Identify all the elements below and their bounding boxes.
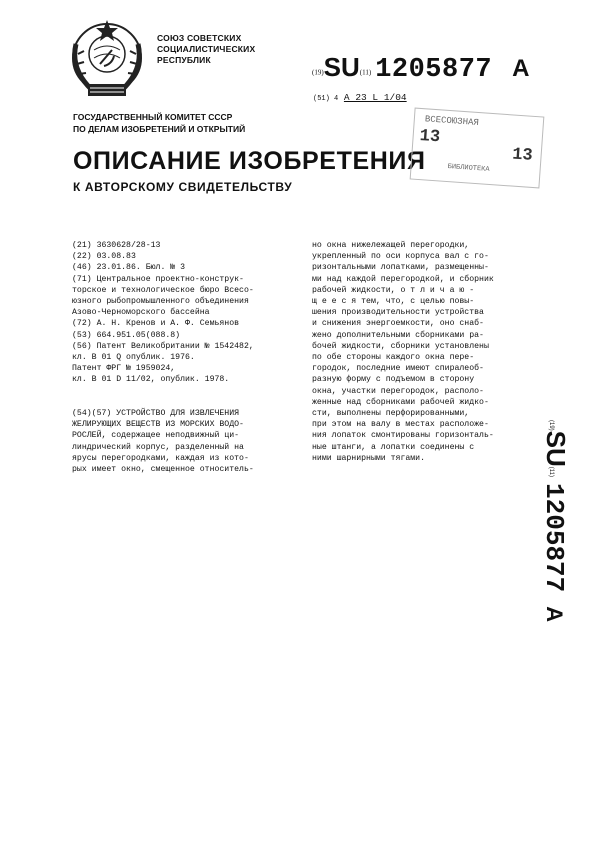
claim-line: и снижения энергоемкости, оно снаб- bbox=[312, 319, 484, 329]
claim-line: ризонтальными лопатками, размещенны- bbox=[312, 263, 489, 273]
claim-line: ные штанги, а лопатки соединены с bbox=[312, 442, 475, 452]
country-name bbox=[157, 33, 255, 66]
claim-line: шения производительности устройства bbox=[312, 308, 484, 318]
claim-line: укрепленный по оси корпуса вал с го- bbox=[312, 252, 489, 262]
org-line: СОЮЗ СОВЕТСКИХ bbox=[157, 33, 242, 43]
claim-line: разную форму с подъемом в сторону bbox=[312, 375, 475, 385]
biblio-line: торское и технологическое бюро Всесо- bbox=[72, 285, 254, 295]
ussr-emblem bbox=[64, 14, 150, 104]
claim-line: но окна нижележащей перегородки, bbox=[312, 241, 470, 250]
side-inid-11: (11) bbox=[548, 466, 555, 478]
claim-line: РОСЛЕЙ, содержащее неподвижный ци- bbox=[72, 431, 240, 441]
publication-number bbox=[312, 52, 529, 85]
issuing-committee bbox=[73, 111, 245, 135]
claim-line: ЖЕЛИРУЮЩИХ ВЕЩЕСТВ ИЗ МОРСКИХ ВОДО- bbox=[72, 420, 244, 430]
inid-19: (19) bbox=[312, 68, 324, 77]
inid-11: (11) bbox=[359, 68, 372, 77]
library-stamp bbox=[410, 108, 545, 189]
claim-line: городок, последние имеют спиралеоб- bbox=[312, 364, 484, 374]
claim-line: ярусы перегородками, каждая из кото- bbox=[72, 453, 249, 463]
kind-code: A bbox=[512, 55, 530, 82]
claim-line: рых имеет окно, смещенное относитель- bbox=[72, 465, 254, 475]
committee-line: ГОСУДАРСТВЕННЫЙ КОМИТЕТ СССР bbox=[73, 112, 233, 122]
biblio-line: (71) Центральное проектно-конструк- bbox=[72, 274, 244, 284]
side-country-code: SU bbox=[541, 430, 571, 467]
ipc-classification bbox=[313, 92, 407, 103]
claim-line: жено дополнительными сборниками ра- bbox=[312, 330, 484, 340]
claim-line: бочей жидкости, сборники установлены bbox=[312, 341, 489, 351]
claim-line: ния лопаток смонтированы горизонталь- bbox=[312, 431, 494, 441]
stamp-number-right: 13 bbox=[511, 145, 534, 166]
biblio-line: Патент ФРГ № 1959024, bbox=[72, 364, 176, 374]
patent-number: 1205877 bbox=[375, 55, 493, 85]
biblio-line: (46) 23.01.86. Бюл. № 3 bbox=[72, 263, 186, 273]
document-title: ОПИСАНИЕ ИЗОБРЕТЕНИЯ bbox=[73, 147, 426, 175]
biblio-line: (53) 664.951.05(088.8) bbox=[72, 330, 181, 340]
ussr-state-emblem-icon bbox=[64, 14, 150, 104]
org-line: СОЦИАЛИСТИЧЕСКИХ bbox=[157, 44, 256, 54]
inid-51: (51) 4 bbox=[313, 95, 339, 103]
claim-line: (54)(57) УСТРОЙСТВО ДЛЯ ИЗВЛЕЧЕНИЯ bbox=[72, 409, 240, 418]
side-patent-code bbox=[531, 420, 571, 660]
stamp-text: ВСЕСОЮЗНАЯ bbox=[424, 114, 480, 129]
claim-line: ними шарнирными тягами. bbox=[312, 453, 426, 463]
claim-line: ми над каждой перегородкой, и сборник bbox=[312, 274, 494, 284]
claim-text-right bbox=[312, 240, 532, 464]
claim-line: окна, участки перегородок, располо- bbox=[312, 386, 484, 396]
claim-line: женные над сборниками рабочей жидко- bbox=[312, 397, 489, 407]
claim-line: линдрический корпус, разделенный на bbox=[72, 442, 244, 452]
stamp-number-left: 13 bbox=[419, 126, 441, 148]
claim-line: при этом на валу в местах расположе- bbox=[312, 420, 489, 430]
biblio-line: кл. В 01 D 11/02, опублик. 1978. bbox=[72, 375, 230, 385]
side-inid-19: (19) bbox=[548, 420, 555, 431]
claim-line: щ е е с я тем, что, с целью повы- bbox=[312, 297, 475, 307]
country-code: SU bbox=[323, 52, 360, 82]
document-subtitle: К АВТОРСКОМУ СВИДЕТЕЛЬСТВУ bbox=[73, 180, 293, 194]
biblio-line: (22) 03.08.83 bbox=[72, 252, 136, 262]
bibliographic-data bbox=[72, 240, 300, 386]
biblio-line: юзного рыбопромышленного объединения bbox=[72, 297, 249, 307]
committee-line: ПО ДЕЛАМ ИЗОБРЕТЕНИЙ И ОТКРЫТИЙ bbox=[73, 124, 246, 134]
side-patent-number: 1205877 bbox=[539, 483, 569, 593]
claim-line: по обе стороны каждого окна пере- bbox=[312, 353, 475, 363]
side-kind-code: A bbox=[542, 606, 567, 623]
org-line: РЕСПУБЛИК bbox=[157, 55, 211, 65]
biblio-line: (56) Патент Великобритании № 1542482, bbox=[72, 341, 254, 351]
biblio-line: кл. В 01 Q опублик. 1976. bbox=[72, 353, 195, 363]
stamp-text: БИБЛИОТЕКА bbox=[447, 163, 490, 174]
biblio-line: (72) А. Н. Кренов и А. Ф. Семьянов bbox=[72, 319, 240, 329]
ipc-code: A 23 L 1/04 bbox=[343, 92, 407, 103]
claim-text-left bbox=[72, 408, 304, 475]
claim-line: рабочей жидкости, о т л и ч а ю - bbox=[312, 285, 475, 295]
biblio-line: Азово-Черноморского бассейна bbox=[72, 308, 210, 318]
claim-line: сти, выполнены перфорированными, bbox=[312, 409, 470, 419]
biblio-line: (21) 3630628/28-13 bbox=[72, 241, 161, 250]
